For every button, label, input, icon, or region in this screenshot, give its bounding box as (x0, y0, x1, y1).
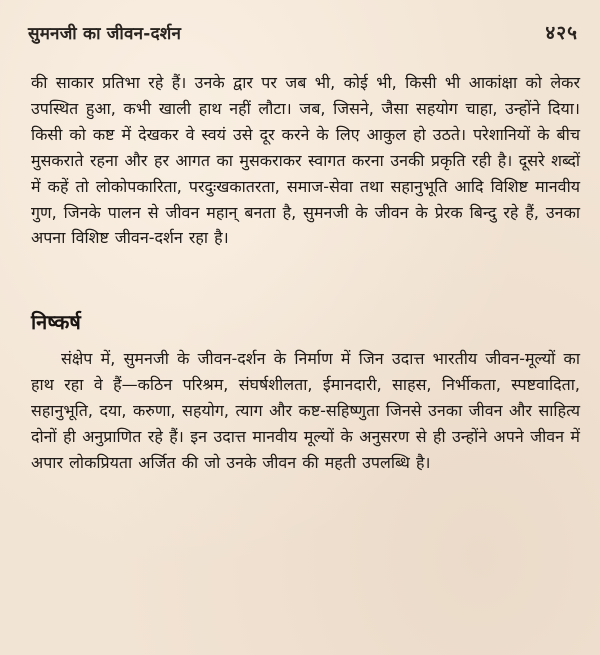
page-number: ४२५ (545, 22, 578, 44)
section-heading-conclusion: निष्कर्ष (31, 310, 81, 334)
conclusion-paragraph: संक्षेप में, सुमनजी के जीवन-दर्शन के निर्माण में जिन उदात्त भारतीय जीवन-मूल्यों का हाथ रहा वे हैं—कठिन परिश्रम, संघर्षशीलता, ईमानदारी, साहस, निर्भीकता, स्पष्टवादिता, सहानुभूति, दया, करुणा, सहयोग, त्याग और कष्ट-सहिष्णुता जिनसे उनका जीवन और साहित्य दोनों ही अनुप्राणित रहे हैं। इन उदात्त मानवीय मूल्यों के अनुसरण से ही उन्होंने अपने जीवन में अपार लोकप्रियता अर्जित की जो उनके जीवन की महती उपलब्धि है। (31, 349, 580, 472)
running-header-title: सुमनजी का जीवन-दर्शन (28, 23, 182, 44)
running-header (28, 16, 578, 48)
body-paragraph-continued: की साकार प्रतिभा रहे हैं। उनके द्वार पर जब भी, कोई भी, किसी भी आकांक्षा को लेकर उपस्थित हुआ, कभी खाली हाथ नहीं लौटा। जब, जिसने, जैसा सहयोग चाहा, उन्होंने दिया। किसी को कष्ट में देखकर वे स्वयं उसे दूर करने के लिए आकुल हो उठते। परेशानियों के बीच मुसकराते रहना और हर आगत का मुसकराकर स्वागत करना उनकी प्रकृति रही है। दूसरे शब्दों में कहें तो लोकोपकारिता, परदुःखकातरता, समाज-सेवा तथा सहानुभूति आदि विशिष्ट मानवीय गुण, जिनके पालन से जीवन महान् बनता है, सुमनजी के जीवन के प्रेरक बिन्दु रहे हैं, उनका अपना विशिष्ट जीवन-दर्शन रहा है। (31, 73, 580, 248)
